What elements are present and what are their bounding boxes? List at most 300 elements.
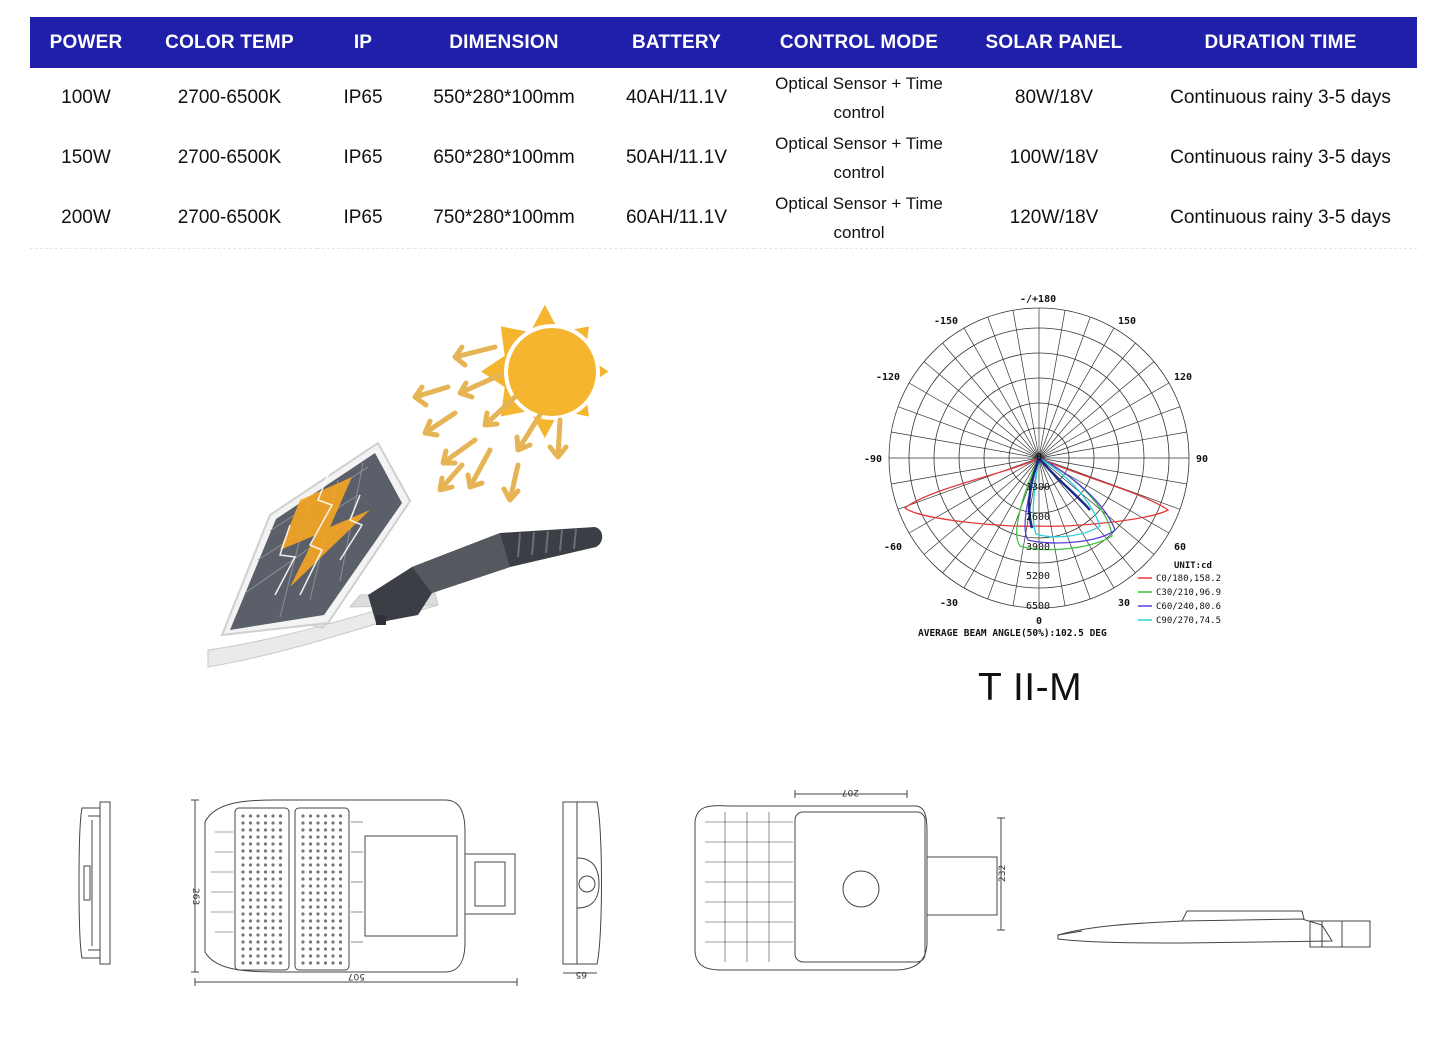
cell-duration: Continuous rainy 3-5 days — [1170, 87, 1391, 108]
led-dot — [249, 828, 252, 831]
led-dot — [339, 905, 342, 908]
cell-solar-panel: 80W/18V — [1014, 87, 1094, 108]
led-dot — [339, 947, 342, 950]
control-mode-line1: Optical Sensor + Time — [775, 74, 943, 93]
led-dot — [331, 870, 334, 873]
led-dot — [324, 849, 327, 852]
led-dot — [339, 954, 342, 957]
angle-label-0: 0 — [1036, 616, 1043, 627]
led-dot — [316, 842, 319, 845]
led-dot — [249, 919, 252, 922]
led-dot — [241, 821, 244, 824]
led-dot — [301, 877, 304, 880]
led-dot — [241, 835, 244, 838]
led-dot — [279, 940, 282, 943]
led-dot — [316, 814, 319, 817]
dimension-height-label: 263 — [190, 888, 200, 906]
led-dot — [279, 849, 282, 852]
legend-c60: C60/240,80.6 — [1156, 602, 1222, 612]
led-dot — [256, 947, 259, 950]
led-dot — [271, 961, 274, 964]
led-dot — [309, 849, 312, 852]
led-dot — [264, 835, 267, 838]
led-dot — [271, 856, 274, 859]
led-dot — [331, 912, 334, 915]
radial-label: 6500 — [1026, 601, 1051, 612]
cell-battery: 60AH/11.1V — [599, 188, 754, 249]
cell-color-temp: 2700-6500K — [142, 188, 317, 249]
radial-label: 1300 — [1026, 482, 1051, 493]
led-dot — [339, 961, 342, 964]
cell-ip: IP65 — [317, 188, 409, 249]
led-dot — [331, 884, 334, 887]
cell-control-mode — [754, 188, 964, 249]
led-dot — [331, 877, 334, 880]
led-dot — [256, 884, 259, 887]
lamp-head-icon — [368, 527, 602, 625]
led-dot — [316, 933, 319, 936]
led-dot — [301, 912, 304, 915]
header-ip: IP — [353, 31, 373, 53]
sun-icon — [481, 305, 608, 438]
led-dot — [324, 814, 327, 817]
led-dot — [331, 814, 334, 817]
led-dot — [256, 877, 259, 880]
led-dot — [279, 891, 282, 894]
led-dot — [339, 842, 342, 845]
led-dot — [316, 919, 319, 922]
led-dot — [271, 954, 274, 957]
led-dot — [271, 919, 274, 922]
led-dot — [316, 947, 319, 950]
table-header-row — [30, 17, 1417, 68]
led-dot — [264, 912, 267, 915]
led-dot — [339, 891, 342, 894]
led-dot — [316, 856, 319, 859]
cell-solar-panel: 120W/18V — [964, 188, 1144, 249]
led-dot — [309, 919, 312, 922]
led-dot — [264, 828, 267, 831]
led-dot — [316, 849, 319, 852]
led-dot — [324, 947, 327, 950]
led-dot — [301, 905, 304, 908]
led-dot — [324, 954, 327, 957]
led-dot — [301, 884, 304, 887]
angle-label-n90: -90 — [864, 454, 883, 465]
led-dot — [256, 933, 259, 936]
spec-table — [30, 17, 1417, 249]
led-dot — [301, 933, 304, 936]
radial-label: 2600 — [1026, 512, 1051, 523]
led-dot — [316, 961, 319, 964]
angle-label-n30: -30 — [940, 598, 959, 609]
led-dot — [301, 828, 304, 831]
led-dot — [256, 856, 259, 859]
led-dot — [279, 884, 282, 887]
angle-label-n60: -60 — [884, 542, 903, 553]
control-mode-line1: Optical Sensor + Time — [775, 134, 943, 153]
led-dot — [331, 891, 334, 894]
led-dot — [339, 849, 342, 852]
led-dot — [301, 856, 304, 859]
led-dot — [271, 905, 274, 908]
led-dot — [316, 898, 319, 901]
led-dot — [309, 842, 312, 845]
cell-control-mode — [754, 68, 964, 128]
led-dot — [301, 926, 304, 929]
led-dot — [271, 835, 274, 838]
cell-battery: 40AH/11.1V — [625, 87, 728, 108]
led-dot — [256, 870, 259, 873]
led-dot — [271, 821, 274, 824]
led-dot — [301, 961, 304, 964]
led-dot — [249, 933, 252, 936]
led-dot — [271, 933, 274, 936]
led-dot — [339, 877, 342, 880]
led-dot — [271, 842, 274, 845]
led-dot — [249, 842, 252, 845]
polar-legend — [1138, 561, 1221, 626]
header-power: POWER — [49, 31, 123, 53]
led-dot — [324, 856, 327, 859]
dimension-top-width-label: 207 — [841, 787, 859, 797]
led-dot — [316, 877, 319, 880]
led-dot — [309, 933, 312, 936]
led-dot — [249, 849, 252, 852]
led-dot — [264, 891, 267, 894]
led-dot — [271, 891, 274, 894]
led-dot — [249, 926, 252, 929]
angle-label-p150: 150 — [1118, 316, 1137, 327]
cell-color-temp: 2700-6500K — [177, 147, 282, 168]
table-row — [30, 128, 1417, 188]
angle-label-n150: -150 — [934, 316, 959, 327]
led-dot — [264, 877, 267, 880]
led-dot — [271, 849, 274, 852]
led-dot — [279, 919, 282, 922]
radial-label: 5200 — [1026, 571, 1051, 582]
dimension-depth-label: 65 — [575, 969, 587, 979]
angle-label-p90: 90 — [1196, 454, 1209, 465]
led-dot — [324, 828, 327, 831]
led-dot — [264, 940, 267, 943]
led-dot — [264, 849, 267, 852]
header-control-mode: CONTROL MODE — [779, 31, 939, 53]
cell-ip: IP65 — [343, 147, 383, 168]
led-dot — [264, 919, 267, 922]
led-dot — [331, 842, 334, 845]
led-dot — [339, 919, 342, 922]
led-dot — [301, 835, 304, 838]
led-dot — [316, 954, 319, 957]
beam-type-label: T II-M — [978, 666, 1083, 709]
led-dot — [241, 947, 244, 950]
led-dot — [271, 912, 274, 915]
led-dot — [279, 954, 282, 957]
led-dot — [324, 940, 327, 943]
led-dot — [279, 814, 282, 817]
led-dot — [249, 877, 252, 880]
led-dot — [331, 835, 334, 838]
angle-label-p120: 120 — [1174, 372, 1193, 383]
led-dot — [339, 898, 342, 901]
legend-c30: C30/210,96.9 — [1156, 588, 1222, 598]
led-dot — [309, 954, 312, 957]
led-dot — [309, 835, 312, 838]
control-mode-line2: control — [833, 223, 885, 242]
led-dot — [316, 870, 319, 873]
led-dot — [264, 926, 267, 929]
led-dot — [249, 863, 252, 866]
cell-control-mode — [754, 128, 964, 188]
led-dot — [316, 891, 319, 894]
led-dot — [316, 884, 319, 887]
cell-power: 150W — [61, 147, 111, 168]
led-dot — [264, 947, 267, 950]
cell-duration: Continuous rainy 3-5 days — [1144, 188, 1417, 249]
led-dot — [271, 870, 274, 873]
led-dot — [316, 821, 319, 824]
led-dot — [324, 905, 327, 908]
led-dot — [249, 835, 252, 838]
led-dot — [279, 863, 282, 866]
led-dot — [241, 863, 244, 866]
led-dot — [324, 884, 327, 887]
led-dot — [279, 870, 282, 873]
led-dot — [249, 940, 252, 943]
led-dot — [271, 877, 274, 880]
dimension-top-height-label: 232 — [998, 864, 1008, 882]
led-dot — [331, 856, 334, 859]
led-dot — [309, 863, 312, 866]
led-dot — [241, 828, 244, 831]
led-dot — [316, 905, 319, 908]
led-dot — [264, 842, 267, 845]
top-view-drawing-2 — [675, 782, 1015, 992]
led-dot — [249, 870, 252, 873]
led-dot — [279, 842, 282, 845]
led-dot — [256, 926, 259, 929]
led-dot — [279, 821, 282, 824]
led-dot — [301, 898, 304, 901]
led-dot — [249, 821, 252, 824]
dimension-width-label: 507 — [347, 971, 365, 981]
led-dot — [301, 891, 304, 894]
led-dot — [256, 821, 259, 824]
angle-label-n120: -120 — [876, 372, 901, 383]
control-mode-line1: Optical Sensor + Time — [775, 194, 943, 213]
led-dot — [301, 919, 304, 922]
led-dot — [324, 912, 327, 915]
led-dot — [256, 849, 259, 852]
led-dot — [316, 926, 319, 929]
led-dot — [256, 954, 259, 957]
led-dot — [331, 898, 334, 901]
led-dot — [256, 905, 259, 908]
cell-battery: 50AH/11.1V — [625, 147, 728, 168]
led-dot — [241, 933, 244, 936]
table-row — [30, 68, 1417, 128]
led-dot — [271, 828, 274, 831]
led-dot — [264, 954, 267, 957]
led-dot — [279, 933, 282, 936]
center-label: 0 — [1036, 452, 1043, 463]
table-row — [30, 188, 1417, 249]
led-dot — [331, 863, 334, 866]
solar-street-light-illustration — [200, 295, 620, 680]
led-dot — [324, 891, 327, 894]
led-dot — [301, 842, 304, 845]
led-dot — [249, 898, 252, 901]
light-distribution-polar-diagram — [860, 288, 1240, 648]
led-dot — [256, 842, 259, 845]
led-dot — [256, 961, 259, 964]
led-dot — [256, 828, 259, 831]
led-dot — [339, 856, 342, 859]
led-dot — [249, 961, 252, 964]
profile-view-drawing — [1052, 895, 1377, 955]
led-dot — [279, 905, 282, 908]
led-dot — [279, 912, 282, 915]
led-dot — [316, 863, 319, 866]
led-dot — [256, 898, 259, 901]
radial-label: 3900 — [1026, 542, 1051, 553]
led-dot — [241, 814, 244, 817]
led-dot — [279, 926, 282, 929]
led-dot — [241, 905, 244, 908]
led-dot — [309, 905, 312, 908]
led-array-icon — [241, 814, 342, 964]
led-dot — [264, 821, 267, 824]
led-dot — [324, 877, 327, 880]
led-dot — [339, 821, 342, 824]
led-dot — [264, 961, 267, 964]
cell-dimension: 550*280*100mm — [433, 87, 575, 108]
led-dot — [279, 835, 282, 838]
cell-power: 200W — [30, 188, 142, 249]
led-dot — [331, 849, 334, 852]
led-dot — [241, 856, 244, 859]
led-dot — [256, 912, 259, 915]
led-dot — [331, 947, 334, 950]
led-dot — [241, 912, 244, 915]
led-dot — [331, 905, 334, 908]
led-dot — [309, 828, 312, 831]
led-dot — [301, 863, 304, 866]
angle-label-p30: 30 — [1118, 598, 1131, 609]
led-dot — [324, 926, 327, 929]
led-dot — [264, 884, 267, 887]
angle-label-180: -/+180 — [1020, 294, 1057, 305]
led-dot — [249, 814, 252, 817]
led-dot — [309, 821, 312, 824]
led-dot — [301, 821, 304, 824]
header-dimension: DIMENSION — [449, 31, 559, 53]
led-dot — [264, 905, 267, 908]
led-dot — [309, 877, 312, 880]
led-dot — [241, 954, 244, 957]
led-dot — [249, 905, 252, 908]
led-dot — [271, 884, 274, 887]
header-color-temp: COLOR TEMP — [165, 31, 294, 53]
led-dot — [331, 933, 334, 936]
led-dot — [316, 940, 319, 943]
led-dot — [264, 814, 267, 817]
led-dot — [279, 898, 282, 901]
led-dot — [271, 947, 274, 950]
cell-ip: IP65 — [343, 87, 383, 108]
led-dot — [339, 828, 342, 831]
led-dot — [241, 884, 244, 887]
led-dot — [324, 835, 327, 838]
cell-power: 100W — [61, 87, 111, 108]
led-dot — [256, 940, 259, 943]
header-duration-time: DURATION TIME — [1204, 31, 1357, 53]
led-dot — [331, 954, 334, 957]
led-dot — [256, 919, 259, 922]
control-mode-line2: control — [833, 163, 885, 182]
led-dot — [264, 870, 267, 873]
cell-duration: Continuous rainy 3-5 days — [1170, 147, 1391, 168]
led-dot — [324, 821, 327, 824]
led-dot — [324, 898, 327, 901]
led-dot — [271, 898, 274, 901]
led-dot — [279, 828, 282, 831]
led-dot — [324, 870, 327, 873]
led-dot — [339, 814, 342, 817]
led-dot — [241, 926, 244, 929]
legend-c90: C90/270,74.5 — [1156, 616, 1222, 626]
header-battery: BATTERY — [631, 31, 721, 53]
led-dot — [279, 961, 282, 964]
side-view-drawing-1 — [70, 798, 120, 968]
led-dot — [241, 961, 244, 964]
led-dot — [264, 933, 267, 936]
led-dot — [301, 954, 304, 957]
legend-c0: C0/180,158.2 — [1156, 574, 1222, 584]
cell-solar-panel: 100W/18V — [1009, 147, 1099, 168]
cell-dimension: 650*280*100mm — [433, 147, 575, 168]
led-dot — [241, 940, 244, 943]
led-dot — [301, 940, 304, 943]
led-dot — [339, 926, 342, 929]
led-dot — [241, 877, 244, 880]
led-dot — [331, 828, 334, 831]
led-dot — [279, 947, 282, 950]
led-dot — [309, 961, 312, 964]
led-dot — [316, 912, 319, 915]
led-dot — [264, 898, 267, 901]
led-dot — [241, 919, 244, 922]
led-dot — [309, 940, 312, 943]
led-dot — [279, 877, 282, 880]
led-dot — [331, 940, 334, 943]
led-dot — [271, 940, 274, 943]
led-dot — [241, 891, 244, 894]
led-dot — [324, 933, 327, 936]
led-dot — [331, 961, 334, 964]
cell-color-temp: 2700-6500K — [177, 87, 282, 108]
led-dot — [316, 828, 319, 831]
led-dot — [309, 884, 312, 887]
cell-dimension: 750*280*100mm — [409, 188, 599, 249]
led-dot — [241, 898, 244, 901]
led-dot — [339, 835, 342, 838]
led-dot — [271, 863, 274, 866]
led-dot — [249, 947, 252, 950]
led-dot — [271, 814, 274, 817]
led-dot — [324, 842, 327, 845]
